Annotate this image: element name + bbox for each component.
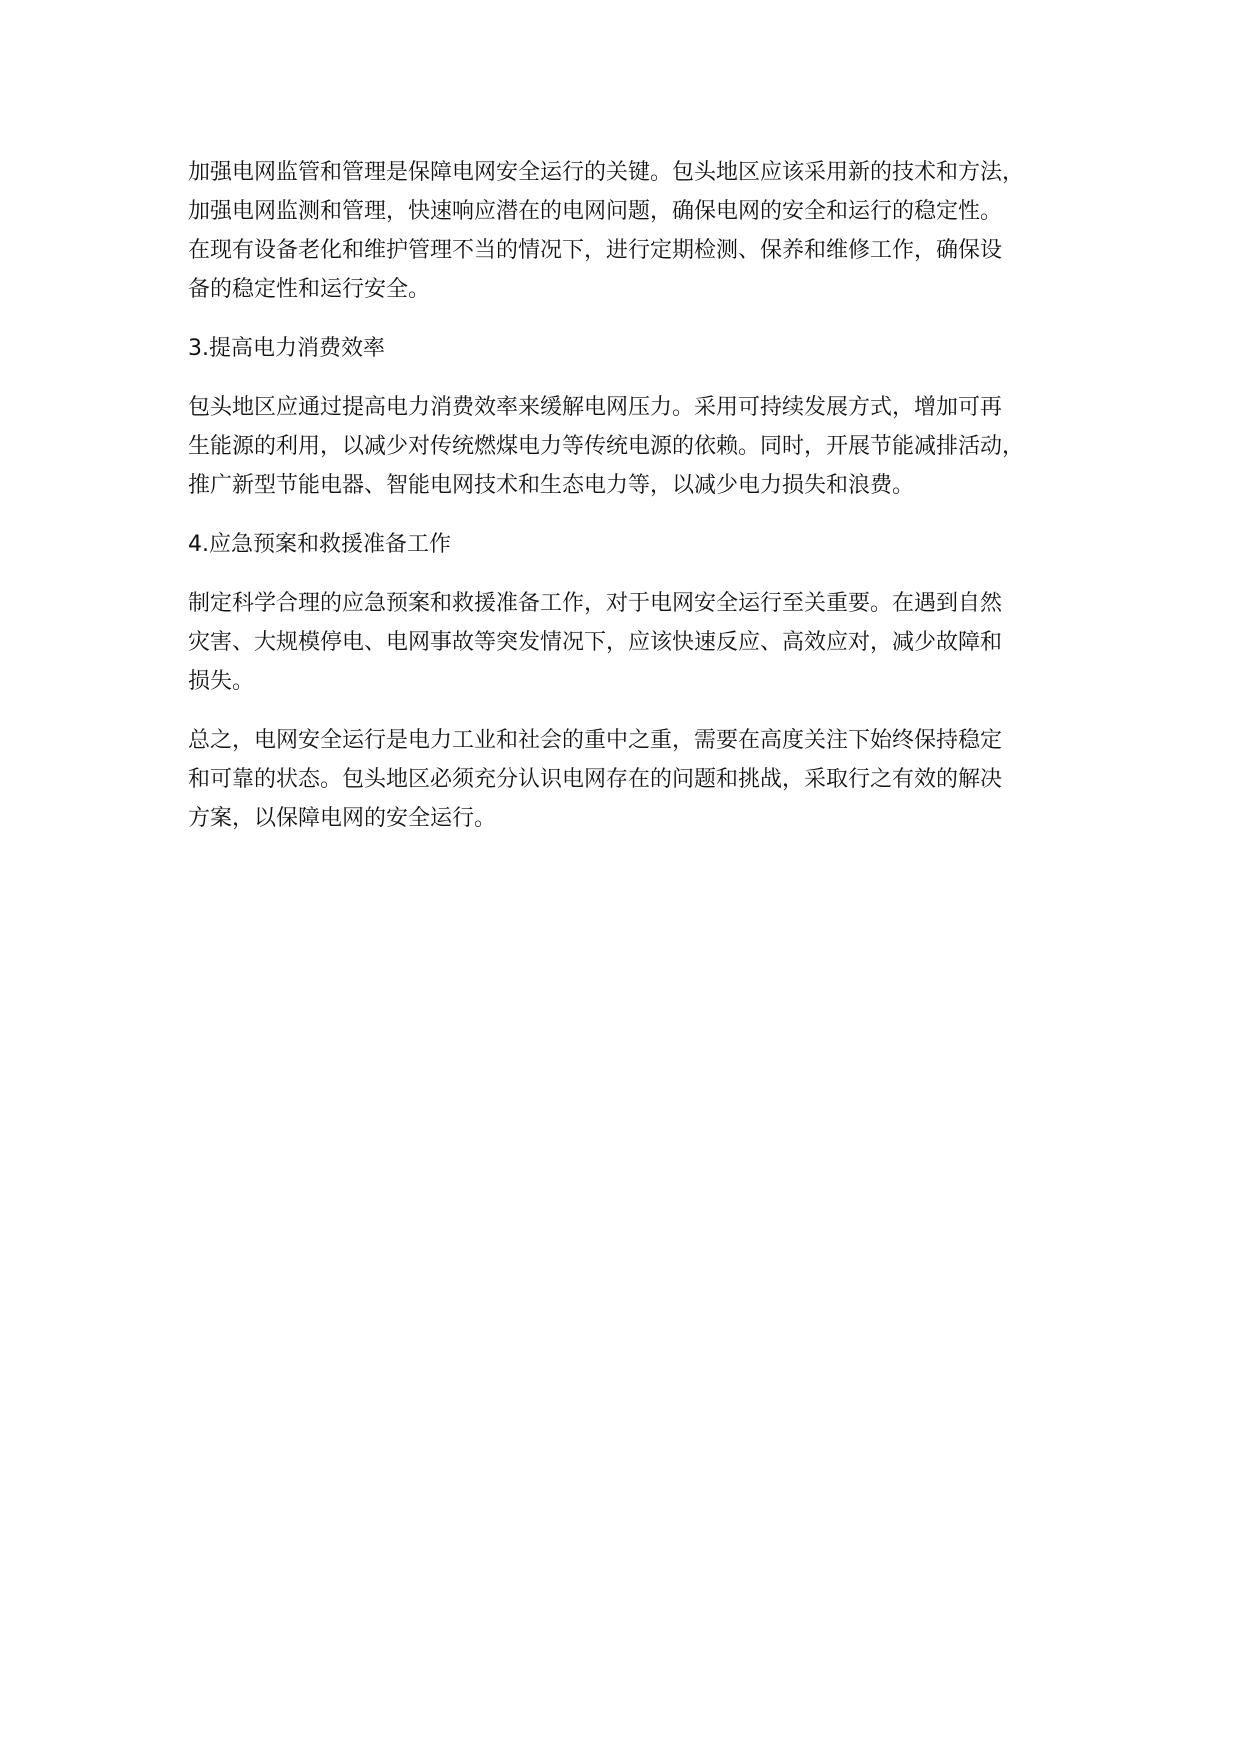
section-heading-4 <box>188 525 1088 564</box>
text-line: 在现有设备老化和维护管理不当的情况下，进行定期检测、保养和维修工作，确保设 <box>188 238 1003 263</box>
section-heading-3 <box>188 329 1088 368</box>
paragraph-efficiency <box>188 388 1088 505</box>
text-line: 损失。 <box>188 669 255 694</box>
text-line: 生能源的利用，以减少对传统燃煤电力等传统电源的依赖。同时，开展节能减排活动， <box>188 434 1025 459</box>
paragraph-emergency <box>188 584 1088 701</box>
text-line: 方案，以保障电网的安全运行。 <box>188 806 497 831</box>
paragraph-conclusion <box>188 721 1088 838</box>
paragraph-grid-supervision <box>188 153 1088 309</box>
text-line: 包头地区应通过提高电力消费效率来缓解电网压力。采用可持续发展方式，增加可再 <box>188 395 1003 420</box>
text-line: 加强电网监测和管理，快速响应潜在的电网问题，确保电网的安全和运行的稳定性。 <box>188 199 1003 224</box>
text-line: 灾害、大规模停电、电网事故等突发情况下，应该快速反应、高效应对，减少故障和 <box>188 630 1003 655</box>
text-line: 加强电网监管和管理是保障电网安全运行的关键。包头地区应该采用新的技术和方法， <box>188 160 1025 185</box>
text-line: 备的稳定性和运行安全。 <box>188 277 431 302</box>
heading-text: 4.应急预案和救援准备工作 <box>188 532 451 557</box>
text-line: 制定科学合理的应急预案和救援准备工作，对于电网安全运行至关重要。在遇到自然 <box>188 591 1003 616</box>
text-line: 和可靠的状态。包头地区必须充分认识电网存在的问题和挑战，采取行之有效的解决 <box>188 767 1003 792</box>
text-line: 总之，电网安全运行是电力工业和社会的重中之重，需要在高度关注下始终保持稳定 <box>188 728 1003 753</box>
document-body <box>188 153 1088 858</box>
heading-text: 3.提高电力消费效率 <box>188 336 385 361</box>
text-line: 推广新型节能电器、智能电网技术和生态电力等，以减少电力损失和浪费。 <box>188 473 915 498</box>
